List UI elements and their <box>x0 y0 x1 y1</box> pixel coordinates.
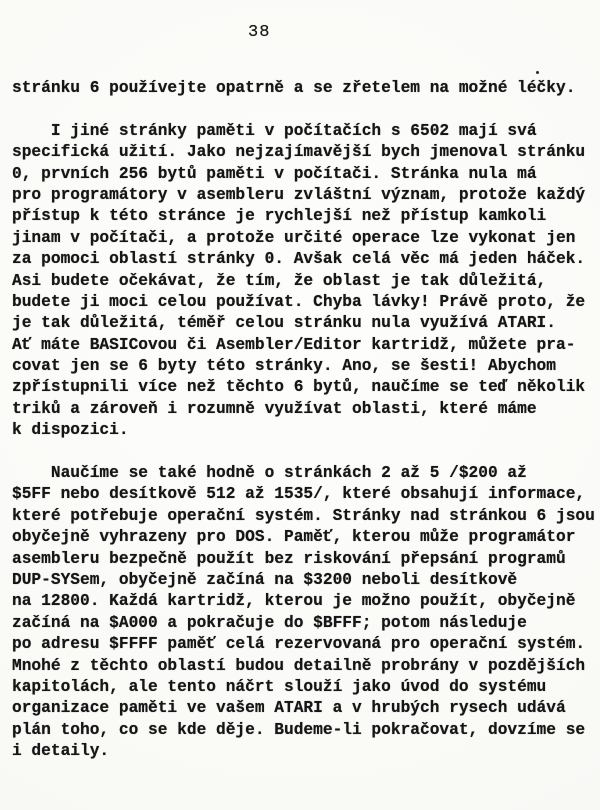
text-line <box>12 99 600 120</box>
text-line: za pomoci oblastí stránky 0. Avšak celá věc má jeden háček. <box>12 250 586 269</box>
page-body <box>12 78 600 763</box>
text-line: začíná na $A000 a pokračuje do $BFFF; potom následuje <box>12 613 527 632</box>
text-line <box>12 442 600 463</box>
text-line: přístup k této stránce je rychlejší než přístup kamkoli <box>12 207 547 226</box>
text-line: covat jen se 6 byty této stránky. Ano, se šesti! Abychom <box>12 357 556 376</box>
text-line: Mnohé z těchto oblastí budou detailně probrány v pozdějších <box>12 656 586 675</box>
text-line: zpřístupnili více než těchto 6 bytů, naučíme se teď několik <box>12 378 586 397</box>
text-line: organizace paměti ve vašem ATARI a v hrubých rysech udává <box>12 699 566 718</box>
text-line: jinam v počítači, a protože určité operace lze vykonat jen <box>12 228 576 247</box>
text-line: asembleru bezpečně použít bez riskování přepsání programů <box>12 549 566 568</box>
text-line: specifická užití. Jako nejzajímavější bych jmenoval stránku <box>12 143 586 162</box>
text-line: které potřebuje operační systém. Stránky nad stránkou 6 jsou <box>12 506 595 525</box>
text-line: stránku 6 používejte opatrně a se zřetelem na možné léčky. <box>12 79 576 97</box>
text-line: Asi budete očekávat, že tím, že oblast je tak důležitá, <box>12 271 547 290</box>
text-line: I jiné stránky paměti v počítačích s 6502 mají svá <box>12 121 537 140</box>
text-line: budete ji moci celou používat. Chyba lávky! Právě proto, že <box>12 292 586 311</box>
text-line: pro programátory v asembleru zvláštní význam, protože každý <box>12 185 586 204</box>
text-line: DUP-SYSem, obyčejně začíná na $3200 neboli desítkově <box>12 570 518 589</box>
text-line: Ať máte BASICovou či Asembler/Editor kartridž, můžete pra- <box>12 335 576 354</box>
text-line: i detaily. <box>12 742 110 761</box>
text-line: na 12800. Každá kartridž, kterou je možno použít, obyčejně <box>12 592 576 611</box>
text-line: k dispozici. <box>12 421 129 440</box>
text-line: je tak důležitá, téměř celou stránku nula využívá ATARI. <box>12 314 556 333</box>
text-line: 0, prvních 256 bytů paměti v počítači. Stránka nula má <box>12 164 537 183</box>
scan-speck <box>536 71 539 74</box>
text-line: triků a zároveň i rozumně využívat oblasti, které máme <box>12 399 537 418</box>
text-line: obyčejně vyhrazeny pro DOS. Paměť, kterou může programátor <box>12 528 576 547</box>
text-line: Naučíme se také hodně o stránkách 2 až 5 /$200 až <box>12 464 527 483</box>
page-number: 38 <box>248 23 271 42</box>
text-line: $5FF nebo desítkově 512 až 1535/, které obsahují informace, <box>12 485 586 504</box>
text-line: kapitolách, ale tento náčrt slouží jako úvod do systému <box>12 677 547 696</box>
text-line: po adresu $FFFF paměť celá rezervovaná pro operační systém. <box>12 635 586 654</box>
text-line: plán toho, co se kde děje. Budeme-li pokračovat, dovzíme se <box>12 720 586 739</box>
